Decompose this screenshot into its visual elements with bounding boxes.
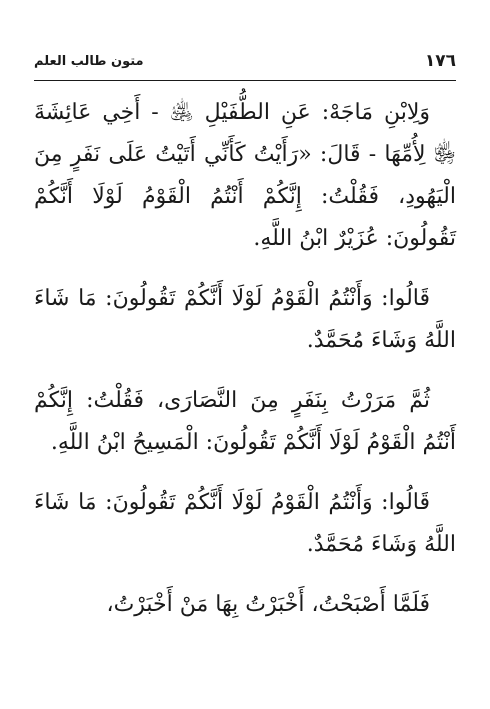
paragraph-jews-reply: قَالُوا: وَأَنْتُمُ الْقَوْمُ لَوْلَا أَنَّكُمْ تَقُولُونَ: مَا شَاءَ اللَّهُ وَشَاءَ مُحَمَّدٌ. [34,286,456,353]
paragraph-christians-statement: ثُمَّ مَرَرْتُ بِنَفَرٍ مِنَ النَّصَارَى، فَقُلْتُ: إِنَّكُمْ أَنْتُمُ الْقَوْمُ لَوْلَا أَنَّكُمْ تَقُولُونَ: الْمَسِيحُ ابْنُ اللَّهِ. [34,388,456,455]
book-title: متون طالب العلم [34,54,144,69]
paragraph-ibn-majah-narration: وَلِابْنِ مَاجَهْ: عَنِ الطُّفَيْلِ ﵁ - أَخِي عَائِشَةَ ﵂ لِأُمِّهَا - قَالَ: «رَأَيْتُ كَأَنِّي أَتَيْتُ عَلَى نَفَرٍ مِنَ الْيَهُودِ، فَقُلْتُ: إِنَّكُمْ أَنْتُمُ الْقَوْمُ لَوْلَا أَنَّكُمْ تَقُولُونَ: عُزَيْرٌ ابْنُ اللَّهِ. [34,100,456,251]
paragraph-christians-reply: قَالُوا: وَأَنْتُمُ الْقَوْمُ لَوْلَا أَنَّكُمْ تَقُولُونَ: مَا شَاءَ اللَّهُ وَشَاءَ مُحَمَّدٌ. [34,490,456,557]
page-body [34,92,456,626]
header-divider [34,80,456,81]
paragraph-morning: فَلَمَّا أَصْبَحْتُ، أَخْبَرْتُ بِهَا مَنْ أَخْبَرْتُ، [106,592,430,617]
page-number: ١٧٦ [424,51,456,71]
page-header [34,50,456,78]
